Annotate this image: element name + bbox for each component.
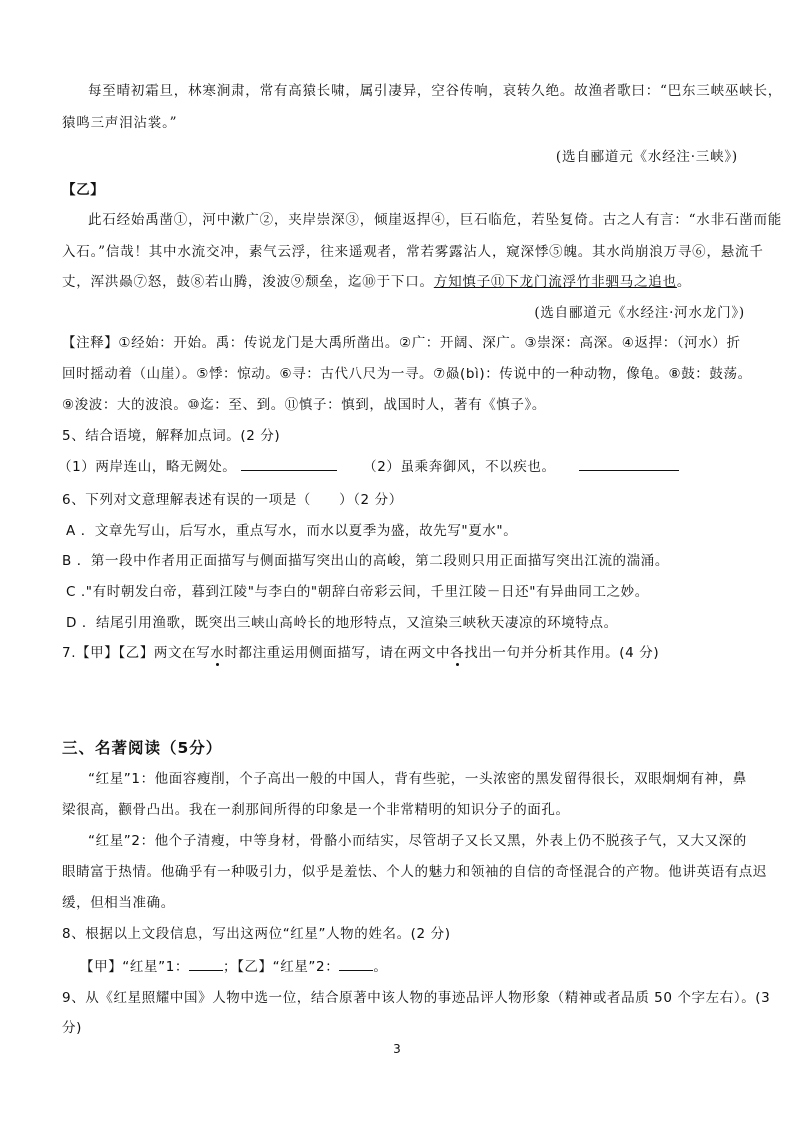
notes-line-1: 【注释】①经始：开始。禹：传说龙门是大禹所凿出。②广：开阔、深广。③崇深：高深。④返捍：（河水）折: [62, 335, 741, 351]
section-3-title: 三、名著阅读（5分）: [62, 739, 223, 757]
question-5-stem: 5、结合语境，解释加点词。(2 分): [62, 428, 281, 444]
question-9-line-2: 分): [62, 1020, 82, 1036]
question-9-line-1: 9、从《红星照耀中国》人物中选一位，结合原著中该人物的事迹品评人物形象（精神或者品质 50 个字左右）。(3: [62, 990, 771, 1006]
yi-source: (选自郦道元《水经注·河水龙门》): [534, 305, 745, 321]
yi-label: 【乙】: [62, 182, 105, 198]
yi-underlined-sentence: 方知慎子⑪下龙门流浮竹非驷马之追也: [433, 274, 677, 290]
jia-text-line-1: 每至晴初霜旦，林寒涧肃，常有高猿长啸，属引凄异，空谷传响，哀转久绝。故渔者歌曰：“巴东三峡巫峡长，: [88, 83, 783, 99]
answer-blank-8-2[interactable]: [339, 956, 373, 971]
yi-text-line-3: [62, 270, 691, 290]
red-star-2-line-1: “红星”2：他个子清瘦，中等身材，骨骼小而结实，尽管胡子又长又黑，外表上仍不脱孩子气，又大又深的: [88, 833, 747, 849]
yi-text-line-3-start: 丈，浑洪赑⑦怒，鼓⑧若山腾，浚波⑨颓垒，迄⑩于下口。: [62, 274, 434, 290]
question-8-stem: 8、根据以上文段信息，写出这两位“红星”人物的姓名。(2 分): [62, 926, 451, 942]
page-number: 3: [393, 1042, 401, 1056]
answer-blank-8-1[interactable]: [189, 956, 223, 971]
jia-text-line-2: 猿鸣三声泪沾裳。”: [62, 115, 178, 131]
question-6-option-b: B ．第一段中作者用正面描写与侧面描写突出山的高峻，第二段则只用正面描写突出江流的湍涌。: [62, 553, 669, 569]
question-8-yi-label: ；【乙】“红星”2：: [222, 959, 340, 975]
question-5-item-1: （1）两岸连山，略无阙处。: [58, 459, 237, 475]
question-7-dotted-2: 各: [450, 641, 464, 661]
question-5-item-2: （2）虽乘奔御风，不以疾也。: [363, 459, 556, 475]
question-6-option-a: A ．文章先写山，后写水，重点写水，而水以夏季为盛，故先写"夏水"。: [66, 523, 518, 539]
question-6-option-c: C ."有时朝发白帝，暮到江陵"与李白的"朝辞白帝彩云间，千里江陵－日还"有异曲同工之妙。: [66, 584, 649, 600]
answer-blank-5-1[interactable]: [241, 456, 337, 471]
jia-source: (选自郦道元《水经注·三峡》): [555, 149, 738, 165]
question-8-jia-label: 【甲】“红星”1：: [80, 959, 189, 975]
red-star-1-line-2: 梁很高，颧骨凸出。我在一刹那间所得的印象是一个非常精明的知识分子的面孔。: [62, 802, 570, 818]
yi-text-line-3-end: 。: [676, 274, 692, 290]
yi-text-line-1: 此石经始禹凿①，河中漱广②，夹岸崇深③，倾崖返捍④，巨石临危，若坠复倚。古之人有言：“水非石凿而能: [88, 212, 783, 228]
yi-text-line-2: 入石。”信哉！其中水流交冲，素气云浮，往来遥观者，常若雾露沾人，窥深悸⑤魄。其水尚崩浪万寻⑥，悬流千: [62, 244, 764, 260]
question-7-text-3: 找出一句并分析其作用。(4 分): [464, 645, 660, 661]
question-8-end: 。: [373, 959, 388, 975]
red-star-2-line-2: 眼睛富于热情。他确乎有一种吸引力，似乎是羞怯、个人的魅力和领袖的自信的奇怪混合的产物。他讲英语有点迟: [62, 864, 767, 880]
question-7-text-1: 7.【甲】【乙】两文在写: [62, 645, 211, 661]
question-7-dotted-1: 水: [210, 641, 224, 661]
notes-line-2: 回时摇动着（山崖）。⑤悸：惊动。⑥寻：古代八尺为一寻。⑦赑(bì)：传说中的一种动物，像龟。⑧鼓：鼓荡。: [62, 366, 752, 382]
question-5-items: [58, 455, 679, 475]
question-6-stem: 6、下列对文意理解表述有误的一项是（ ）（2 分）: [62, 492, 403, 508]
red-star-2-line-3: 缓，但相当准确。: [62, 895, 175, 911]
question-7: [62, 641, 659, 661]
question-8-answer-line: [80, 955, 387, 975]
notes-line-3: ⑨浚波：大的波浪。⑩迄：至、到。⑪慎子：慎到，战国时人，著有《慎子》。: [62, 397, 546, 413]
question-6-option-d: D ．结尾引用渔歌，既突出三峡山高岭长的地形特点，又渲染三峡秋天凄凉的环境特点。: [66, 615, 618, 631]
question-7-text-2: 时都注重运用侧面描写，请在两文中: [224, 645, 451, 661]
red-star-1-line-1: “红星”1：他面容瘦削，个子高出一般的中国人，背有些驼，一头浓密的黑发留得很长，双眼炯炯有神，鼻: [88, 771, 747, 787]
answer-blank-5-2[interactable]: [579, 456, 679, 471]
